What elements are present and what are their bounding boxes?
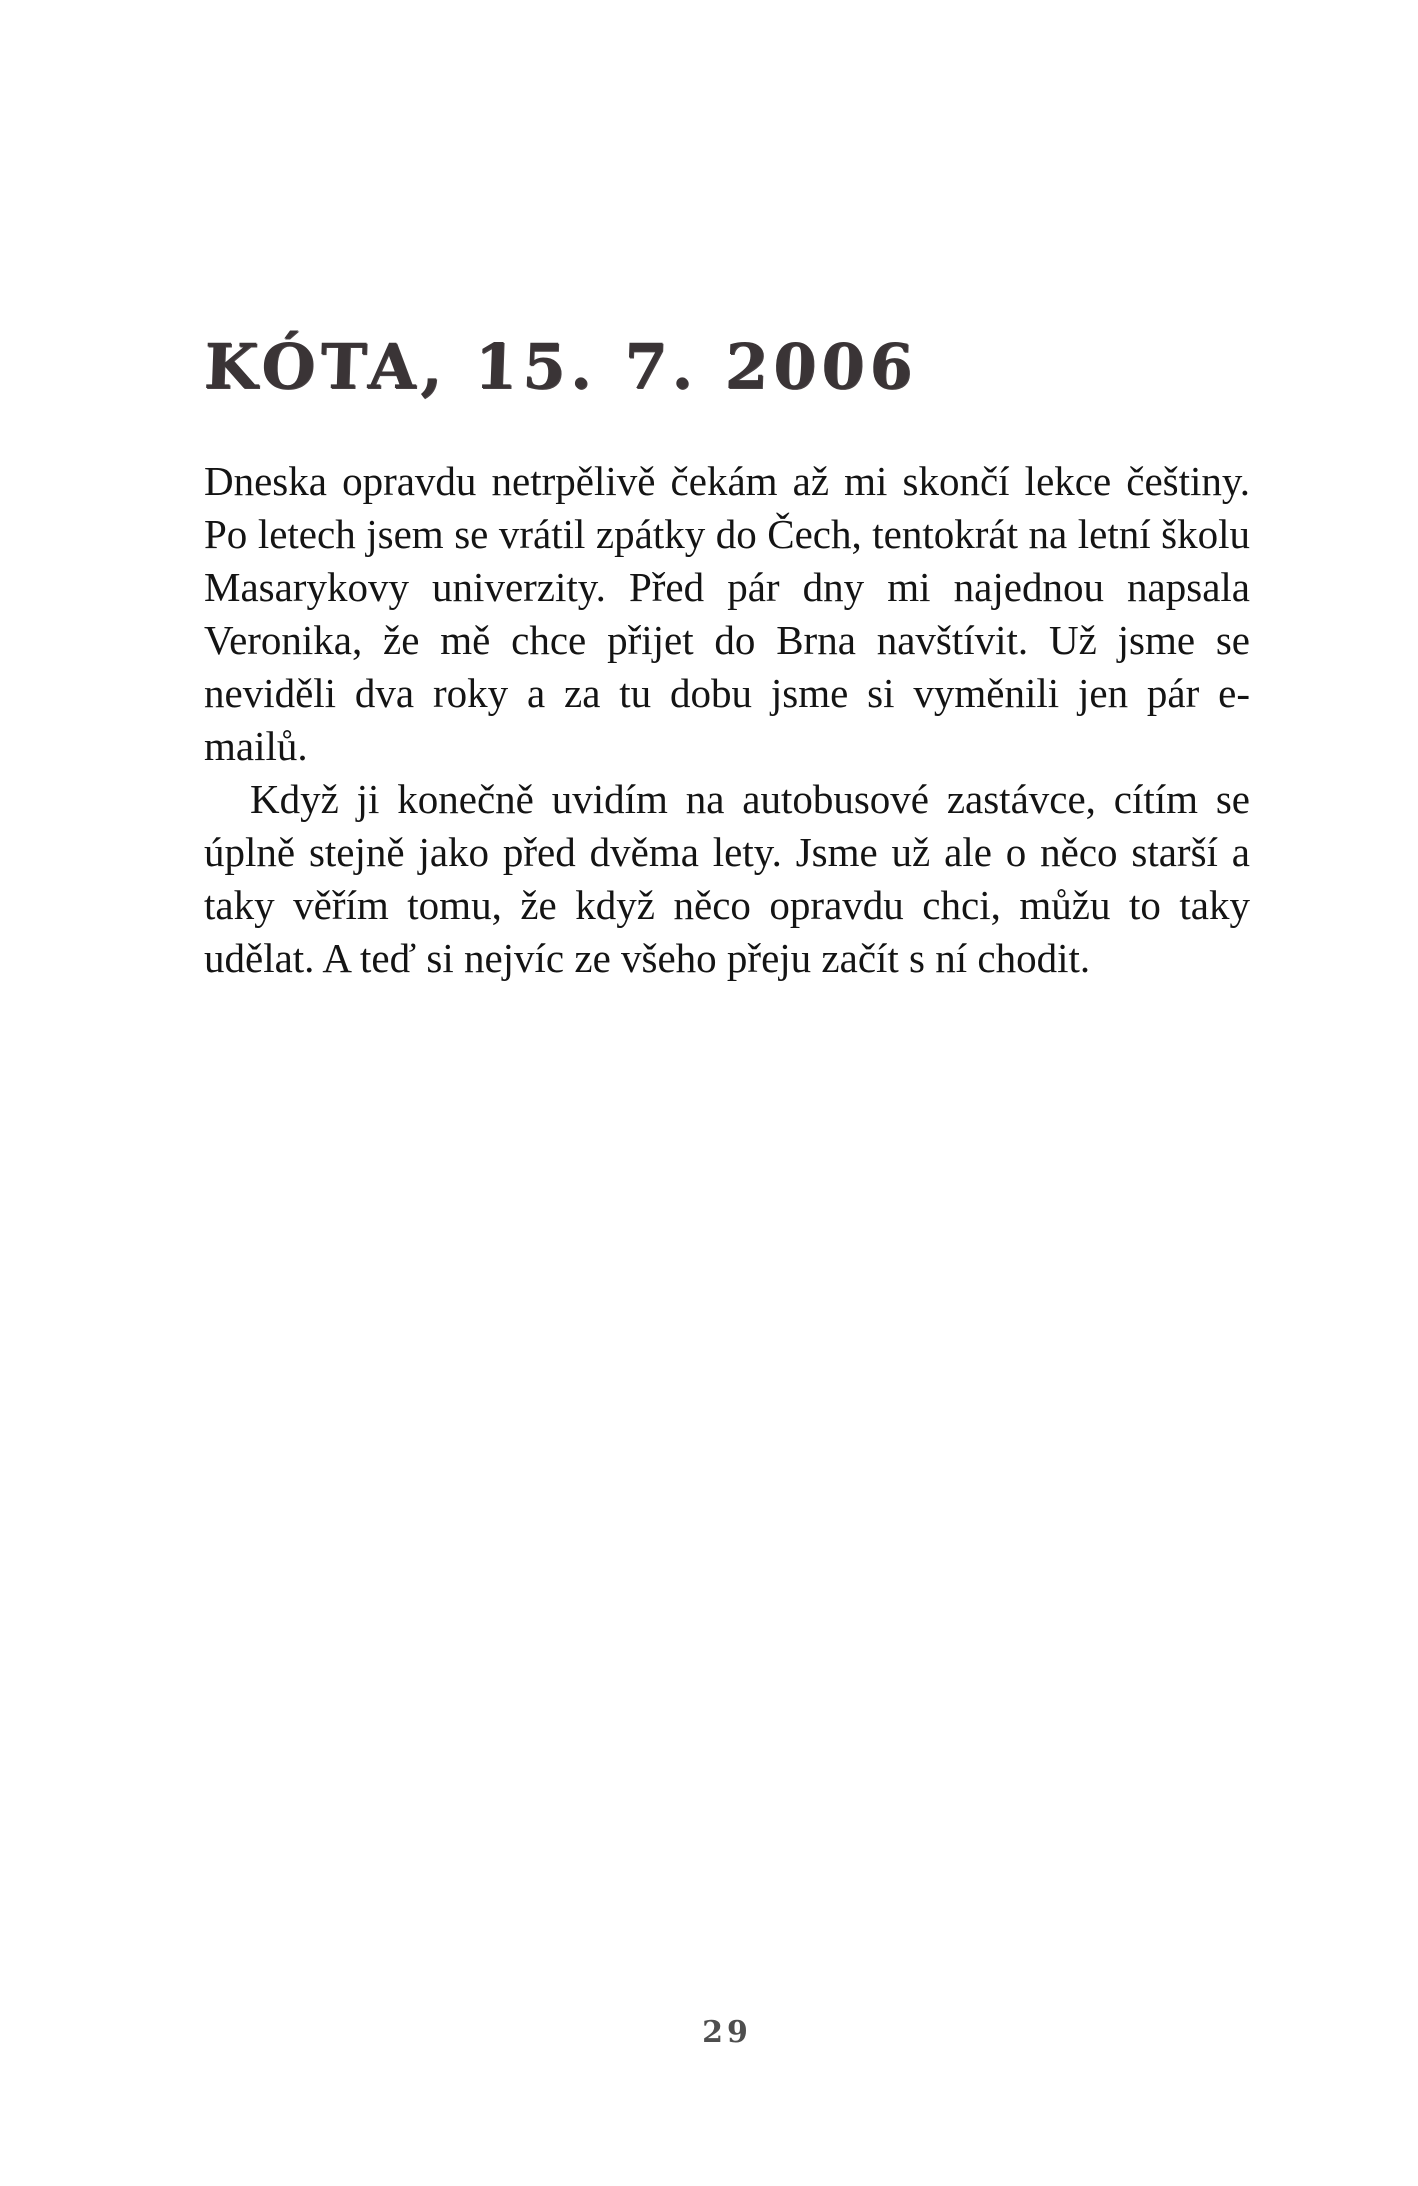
body-text: [204, 455, 1250, 985]
chapter-heading: KÓTA, 15. 7. 2006: [202, 330, 919, 403]
paragraph: Dneska opravdu netrpělivě čekám až mi skončí lekce češtiny. Po letech jsem se vrátil zpátky do Čech, tentokrát na letní školu Masarykovy univerzity. Před pár dny mi najednou napsala Veronika, že mě chce přijet do Brna navštívit. Už jsme se neviděli dva roky a za tu dobu jsme si vyměnili jen pár e-mailů.: [204, 458, 1250, 769]
page-content: [204, 330, 1250, 985]
page-number: 29: [702, 2015, 752, 2050]
paragraph: Když ji konečně uvidím na autobusové zastávce, cítím se úplně stejně jako před dvěma lety. Jsme už ale o něco starší a taky věřím tomu, že když něco opravdu chci, můžu to taky udělat. A teď si nejvíc ze všeho přeju začít s ní chodit.: [204, 776, 1250, 981]
